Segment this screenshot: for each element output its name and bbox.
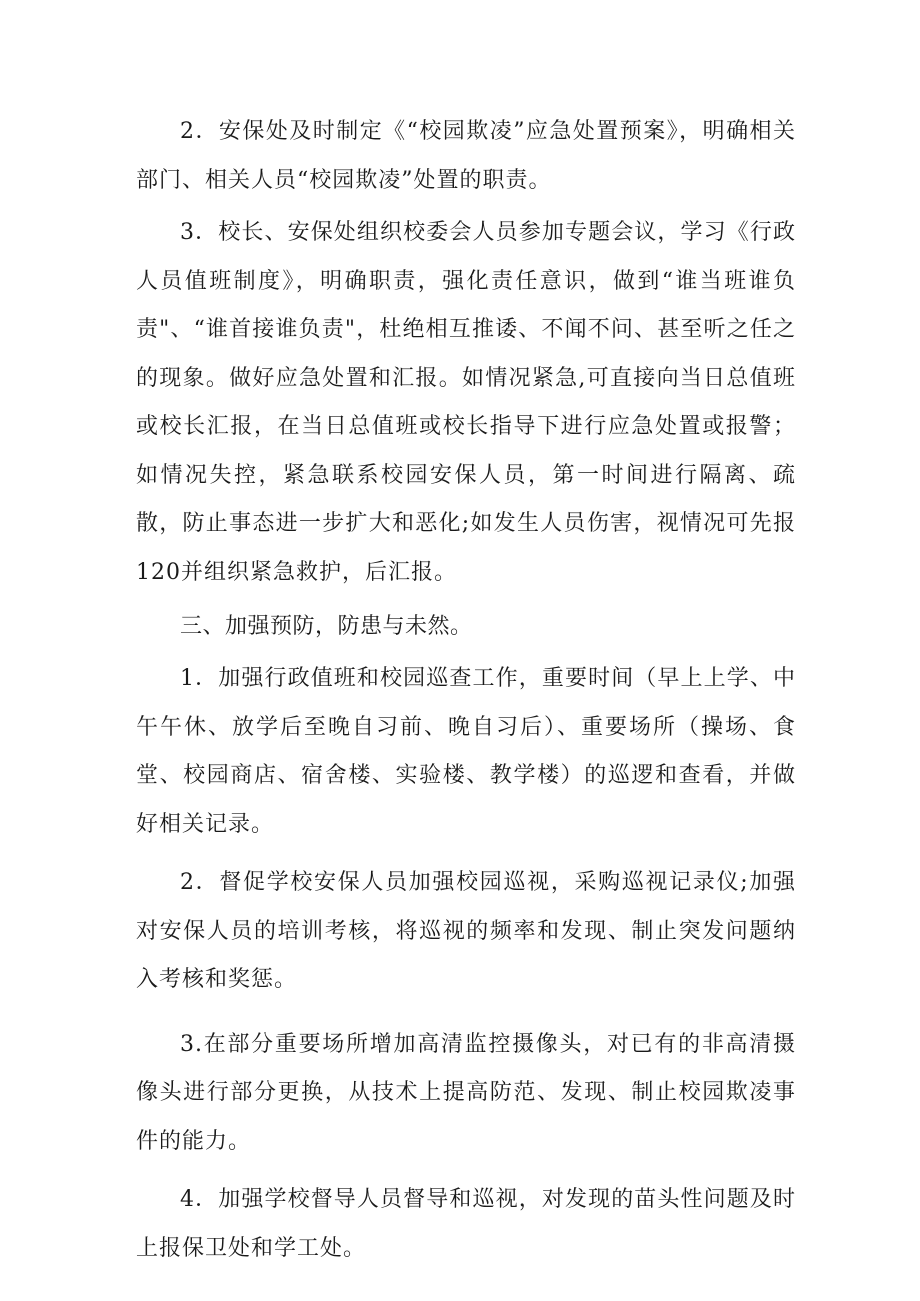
paragraph-item-3-duty: 3．校长、安保处组织校委会人员参加专题会议，学习《行政人员值班制度》，明确职责，强化责任意识，做到“谁当班谁负责"、“谁首接谁负责"，杜绝相互推诿、不闻不问、甚至听之任之的现象。做好应急处置和汇报。如情况紧急,可直接向当日总值班或校长汇报，在当日总值班或校长指导下进行应急处置或报警；如情况失控，紧急联系校园安保人员，第一时间进行隔离、疏散，防止事态进一步扩大和恶化;如发生人员伤害，视情况可先报120并组织紧急救护，后汇报。 [136, 220, 796, 585]
document-body [136, 108, 796, 1273]
paragraph-item-2-security: 2．督促学校安保人员加强校园巡视，采购巡视记录仪;加强对安保人员的培训考核，将巡视的频率和发现、制止突发问题纳入考核和奖惩。 [136, 870, 796, 992]
paragraph-item-2-plan: 2．安保处及时制定《“校园欺凌”应急处置预案》，明确相关部门、相关人员“校园欺凌”处置的职责。 [136, 119, 796, 193]
paragraph-item-1-patrol: 1．加强行政值班和校园巡查工作，重要时间（早上上学、中午午休、放学后至晚自习前、晚自习后）、重要场所（操场、食堂、校园商店、宿舍楼、实验楼、教学楼）的巡逻和查看，并做好相关记录。 [136, 666, 796, 837]
paragraph-item-3-cameras: 3.在部分重要场所增加高清监控摄像头，对已有的非高清摄像头进行部分更换，从技术上提高防范、发现、制止校园欺凌事件的能力。 [136, 1031, 796, 1154]
section-heading-prevention: 三、加强预防，防患与未然。 [180, 614, 473, 639]
paragraph-item-4-supervision: 4．加强学校督导人员督导和巡视，对发现的苗头性问题及时上报保卫处和学工处。 [136, 1187, 796, 1261]
